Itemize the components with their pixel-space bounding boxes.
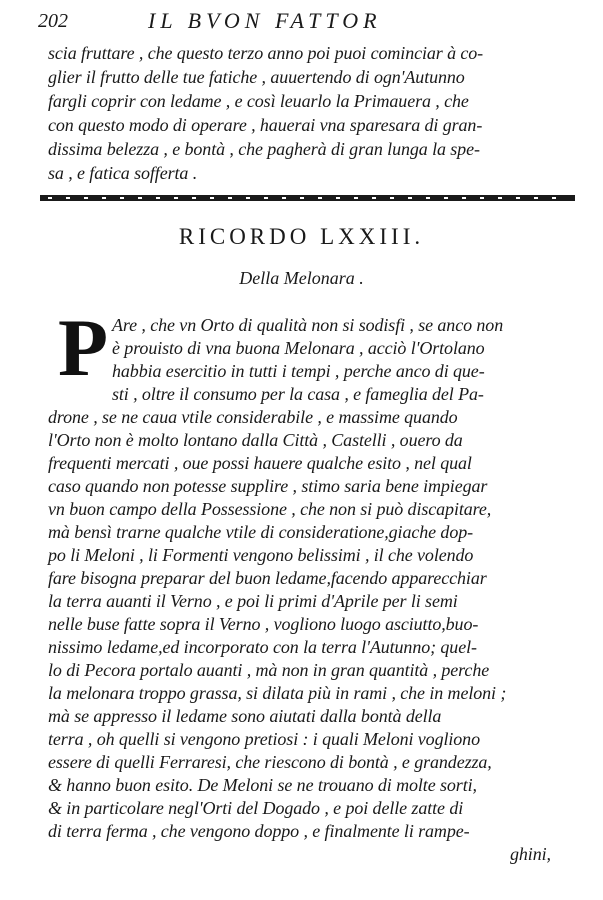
text-line: fargli coprir con ledame , e così leuarlo la Primauera , che [48,91,469,111]
ornamental-divider [40,190,575,206]
page-number: 202 [38,10,68,32]
text-line: scia fruttare , che questo terzo anno poi puoi cominciar à co- [48,43,484,63]
text-line: mà se appresso il ledame sono aiutati dalla bontà della [48,706,442,726]
text-line: habbia esercitio in tutti i tempi , perche anco di que- [112,361,485,381]
text-line: mà bensì trarne qualche vtile di consideratione,giache dop- [48,522,474,542]
text-line: con questo modo di operare , hauerai vna sparesara di gran- [48,115,483,135]
text-line: nissimo ledame,ed incorporato con la terra l'Autunno; quel- [48,637,477,657]
text-line: ghini, [510,844,551,864]
text-line: la melonara troppo grassa, si dilata più in rami , che in meloni ; [48,683,507,703]
text-line: drone , se ne caua vtile considerabile , e massime quando [48,407,458,427]
text-line: vn buon campo della Possessione , che non si può discapitare, [48,499,492,519]
text-line: & hanno buon esito. De Meloni se ne trouano di molte sorti, [48,775,477,795]
text-line: fare bisogna preparar del buon ledame,facendo apparecchiar [48,568,487,588]
text-line: & in particolare negl'Orti del Dogado , e poi delle zatte di [48,798,464,818]
section-subheading: Della Melonara . [239,268,364,288]
text-line: po li Meloni , li Formenti vengono belissimi , il che volendo [48,545,474,565]
section-heading: RICORDO LXXIII. [178,224,425,249]
text-line: frequenti mercati , oue possi hauere qualche esito , nel qual [48,453,472,473]
text-line: caso quando non potesse supplire , stimo saria bene impiegar [48,476,488,496]
text-line: Are , che vn Orto di qualità non si sodisfi , se anco non [112,315,504,335]
drop-cap: P [58,302,109,393]
text-line: sa , e fatica sofferta . [48,163,198,183]
text-line: è prouisto di vna buona Melonara , acciò l'Ortolano [112,338,485,358]
text-line: di terra ferma , che vengono doppo , e finalmente li rampe- [48,821,470,841]
text-line: glier il frutto delle tue fatiche , auuertendo di ogn'Autunno [48,67,465,87]
text-line: terra , oh quelli si vengono pretiosi : i quali Meloni vogliono [48,729,480,749]
text-line: essere di quelli Ferraresi, che riescono di bontà , e grandezza, [48,752,492,772]
running-title: IL BVON FATTOR [148,8,382,33]
text-line: l'Orto non è molto lontano dalla Città , Castelli , ouero da [48,430,463,450]
text-line: sti , oltre il consumo per la casa , e fameglia del Pa- [112,384,484,404]
text-line: nelle buse fatte sopra il Verno , vogliono luogo asciutto,buo- [48,614,479,634]
text-line: dissima belezza , e bontà , che pagherà di gran lunga la spe- [48,139,480,159]
page-header [38,6,578,38]
text-line: la terra auanti il Verno , e poi li primi d'Aprile per li semi [48,591,458,611]
text-line: lo di Pecora portalo auanti , mà non in gran quantità , perche [48,660,490,680]
